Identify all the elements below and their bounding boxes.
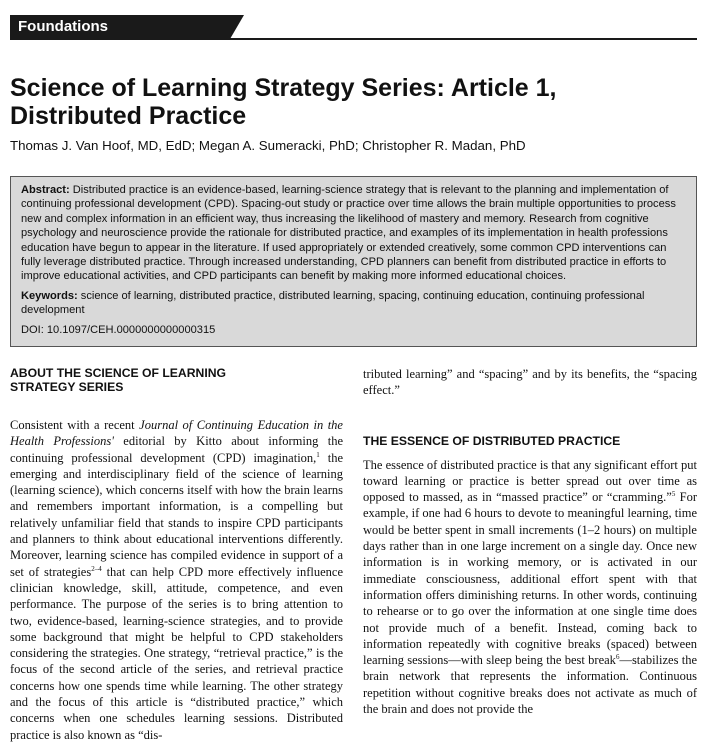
text-run: editorial by Kitto about informing the continuing professional development (CPD) imagination, xyxy=(10,434,343,465)
right-column xyxy=(363,366,697,717)
author-list: Thomas J. Van Hoof, MD, EdD; Megan A. Sumeracki, PhD; Christopher R. Madan, PhD xyxy=(10,138,526,153)
abstract-box xyxy=(10,176,697,347)
heading-line-1: ABOUT THE SCIENCE OF LEARNING xyxy=(10,366,226,380)
section-heading-essence: THE ESSENCE OF DISTRIBUTED PRACTICE xyxy=(363,433,621,448)
left-column xyxy=(10,366,343,743)
header-rule xyxy=(10,38,697,40)
section-label: Foundations xyxy=(18,18,108,35)
section-heading-about-series xyxy=(10,366,343,394)
abstract-text: Distributed practice is an evidence-based, learning-science strategy that is relevant to the planning and implementation of continuing professional development (CPD). Spacing-out study or practice over time allows the brain multiple opportunities to process new and complex information in an efficient way, thus increasing the likelihood of mastery and memory. Research from cognitive psychology and neuroscience provide the rationale for distributed practice, and examples of its implementation in health professions education have begun to appear in the literature. If used appropriately or extended creatively, some common CPD interventions can fully leverage distributed practice. Through increased understanding, CPD planners can benefit from distributed practice in efforts to improve educational activities, and CPD participants can benefit by making more informed educational choices. xyxy=(21,184,676,283)
title-line-1: Science of Learning Strategy Series: Article 1, xyxy=(10,74,557,102)
text-run: Consistent with a recent xyxy=(10,418,140,432)
citation-ref: 2–4 xyxy=(91,564,102,573)
keywords-label: Keywords: xyxy=(21,289,78,302)
continued-paragraph: tributed learning” and “spacing” and by its benefits, the “spacing effect.” xyxy=(363,367,697,398)
keywords-paragraph xyxy=(21,289,688,318)
journal-name: Journal of Continuing Education in the Health Professions' xyxy=(10,418,343,449)
abstract-label: Abstract: xyxy=(21,184,70,196)
text-run: the emerging and interdisciplinary field of the science of learning (learning science), which concerns itself with how the brain learns and remembers important information, is a compelling but relatively unfamiliar field that stands to inspire CPD participants and planners to think about educational interventions differently. Moreover, learning science has compiled evidence in support of a set of strategies xyxy=(10,450,343,579)
keywords-text: science of learning, distributed practice, distributed learning, spacing, continuing education, continuing professional development xyxy=(21,289,645,317)
text-run: For example, if one had 6 hours to devote to meaningful learning, time would be better spent in small increments (1–2 hours) on multiple days rather than in one large increment on a single day. Once new information is in working memory, or is activated in our immediate consciousness, additional effort spent with that information offers diminishing returns. In other words, continuing to rehearse or to go over the information at one single time does not provide much of a benefit. Instead, coming back to information repeatedly with cognitive breaks (spaced) between learning sessions—with sleep being the best break xyxy=(363,490,698,668)
section-banner-tail xyxy=(230,15,244,39)
body-paragraph-2 xyxy=(363,457,697,718)
body-paragraph-1 xyxy=(10,417,343,743)
text-run: —stabilizes the brain network that represents the information. Continuous repetition without cognitive breaks does not activate as much of the brain and does not provide the xyxy=(363,653,697,717)
text-run: The essence of distributed practice is that any significant effort put toward learning or practice is better spread out over time as opposed to massed, as in “massed practice” or “cramming.” xyxy=(363,457,697,505)
abstract-paragraph xyxy=(21,183,688,284)
section-banner xyxy=(10,15,230,39)
title-line-2: Distributed Practice xyxy=(10,102,247,130)
heading-line-2: STRATEGY SERIES xyxy=(10,380,124,394)
citation-ref: 1 xyxy=(316,450,320,459)
text-run: that can help CPD more effectively influence clinician knowledge, skill, attitude, competence, and even performance. The purpose of the series is to bring attention to two, evidence-based, learning-science strategies, and to provide some background that might be helpful to CPD stakeholders considering the strategies. One strategy, “retrieval practice,” is the focus of the second article of the series, and retrieval practice concerns how one spends time while learning. The other strategy and the focus of this article is “distributed practice,” which concerns when one schedules learning sessions. Distributed practice is also known as “dis- xyxy=(10,564,343,742)
article-title xyxy=(10,74,700,130)
citation-ref: 6 xyxy=(615,653,620,661)
doi: DOI: 10.1097/CEH.0000000000000315 xyxy=(21,323,216,336)
citation-ref: 5 xyxy=(671,490,676,499)
